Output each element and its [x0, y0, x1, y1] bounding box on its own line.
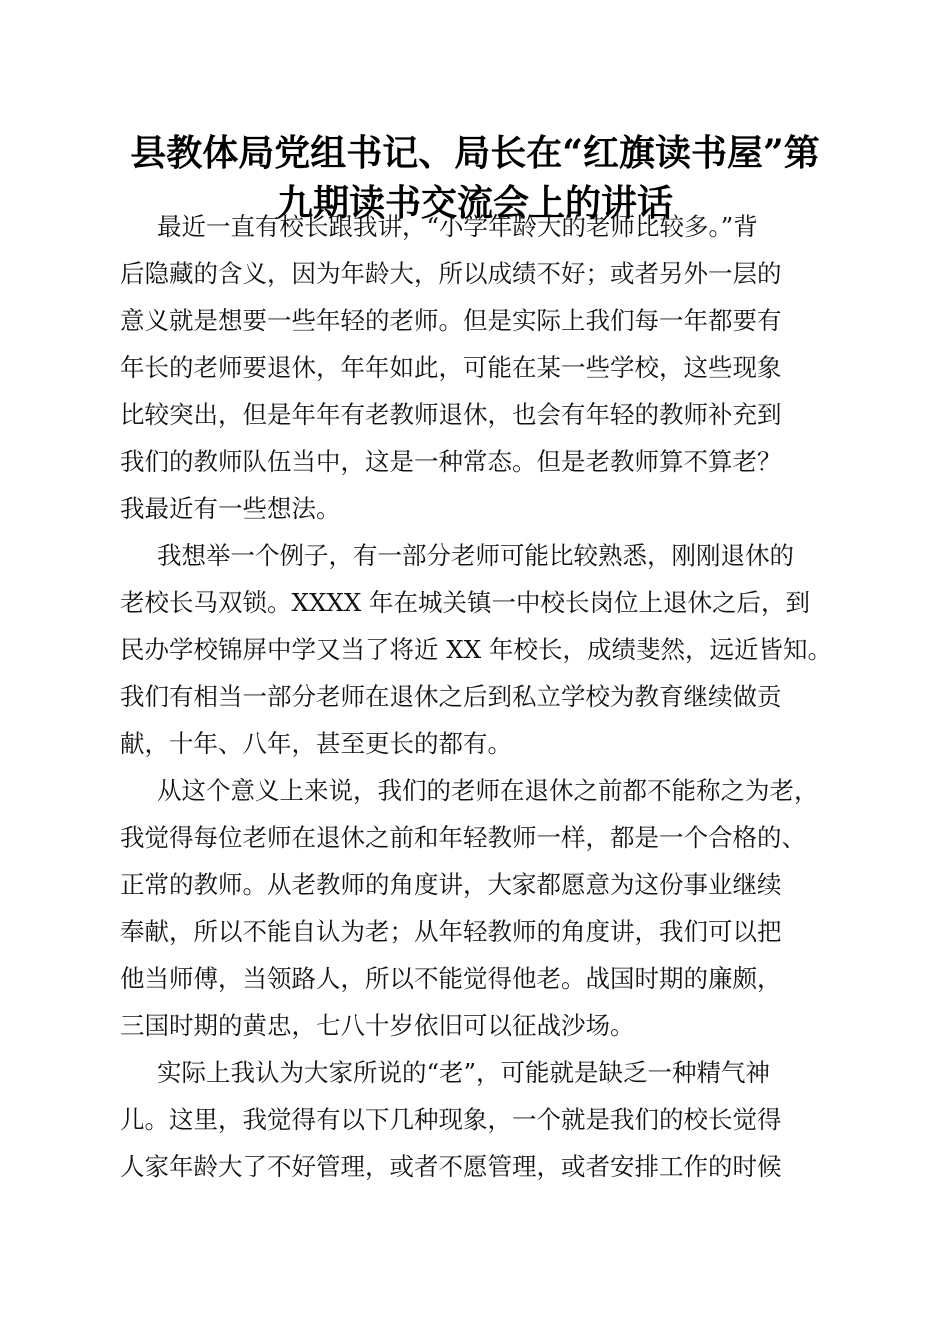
- paragraph: [120, 771, 825, 1053]
- text-line: 奉献，所以不能自认为老；从年轻教师的角度讲，我们可以把: [120, 917, 782, 946]
- text-line: 我最近有一些想法。: [120, 494, 341, 523]
- text-line: 我们有相当一部分老师在退休之后到私立学校为教育继续做贡: [120, 682, 782, 711]
- paragraph: [120, 207, 825, 536]
- text-line: 实际上我认为大家所说的“老”，可能就是缺乏一种精气神: [157, 1058, 771, 1087]
- text-line: 他当师傅，当领路人，所以不能觉得他老。战国时期的廉颇，: [120, 964, 782, 993]
- text-line: 我觉得每位老师在退休之前和年轻教师一样，都是一个合格的、: [120, 823, 806, 852]
- text-line: 后隐藏的含义，因为年龄大，所以成绩不好；或者另外一层的: [120, 259, 782, 288]
- text-line: 人家年龄大了不好管理，或者不愿管理，或者安排工作的时候: [120, 1152, 782, 1181]
- title-line: 县教体局党组书记、局长在“红旗读书屋”第: [130, 132, 820, 174]
- text-line: 从这个意义上来说，我们的老师在退休之前都不能称之为老，: [157, 776, 819, 805]
- text-line: 意义就是想要一些年轻的老师。但是实际上我们每一年都要有: [120, 306, 782, 335]
- document-body: [120, 207, 832, 1194]
- text-line: 我们的教师队伍当中，这是一种常态。但是老教师算不算老？: [120, 447, 782, 476]
- text-line: 比较突出，但是年年有老教师退休，也会有年轻的教师补充到: [120, 400, 782, 429]
- text-line: 年长的老师要退休，年年如此，可能在某一些学校，这些现象: [120, 353, 782, 382]
- text-line: 正常的教师。从老教师的角度讲，大家都愿意为这份事业继续: [120, 870, 782, 899]
- text-line: 三国时期的黄忠，七八十岁依旧可以征战沙场。: [120, 1011, 635, 1040]
- paragraph: [120, 536, 832, 771]
- text-line: 最近一直有校长跟我讲，“小学年龄大的老师比较多。”背: [157, 212, 758, 241]
- text-line: 献，十年、八年，甚至更长的都有。: [120, 729, 512, 758]
- paragraph: [120, 1053, 825, 1194]
- title-line: 九期读书交流会上的讲话: [276, 182, 673, 224]
- text-line: 民办学校锦屏中学又当了将近 XX 年校长，成绩斐然，远近皆知。: [120, 635, 832, 664]
- text-line: 我想举一个例子，有一部分老师可能比较熟悉，刚刚退休的: [157, 541, 794, 570]
- text-line: 老校长马双锁。XXXX 年在城关镇一中校长岗位上退休之后，到: [120, 588, 811, 617]
- text-line: 儿。这里，我觉得有以下几种现象，一个就是我们的校长觉得: [120, 1105, 782, 1134]
